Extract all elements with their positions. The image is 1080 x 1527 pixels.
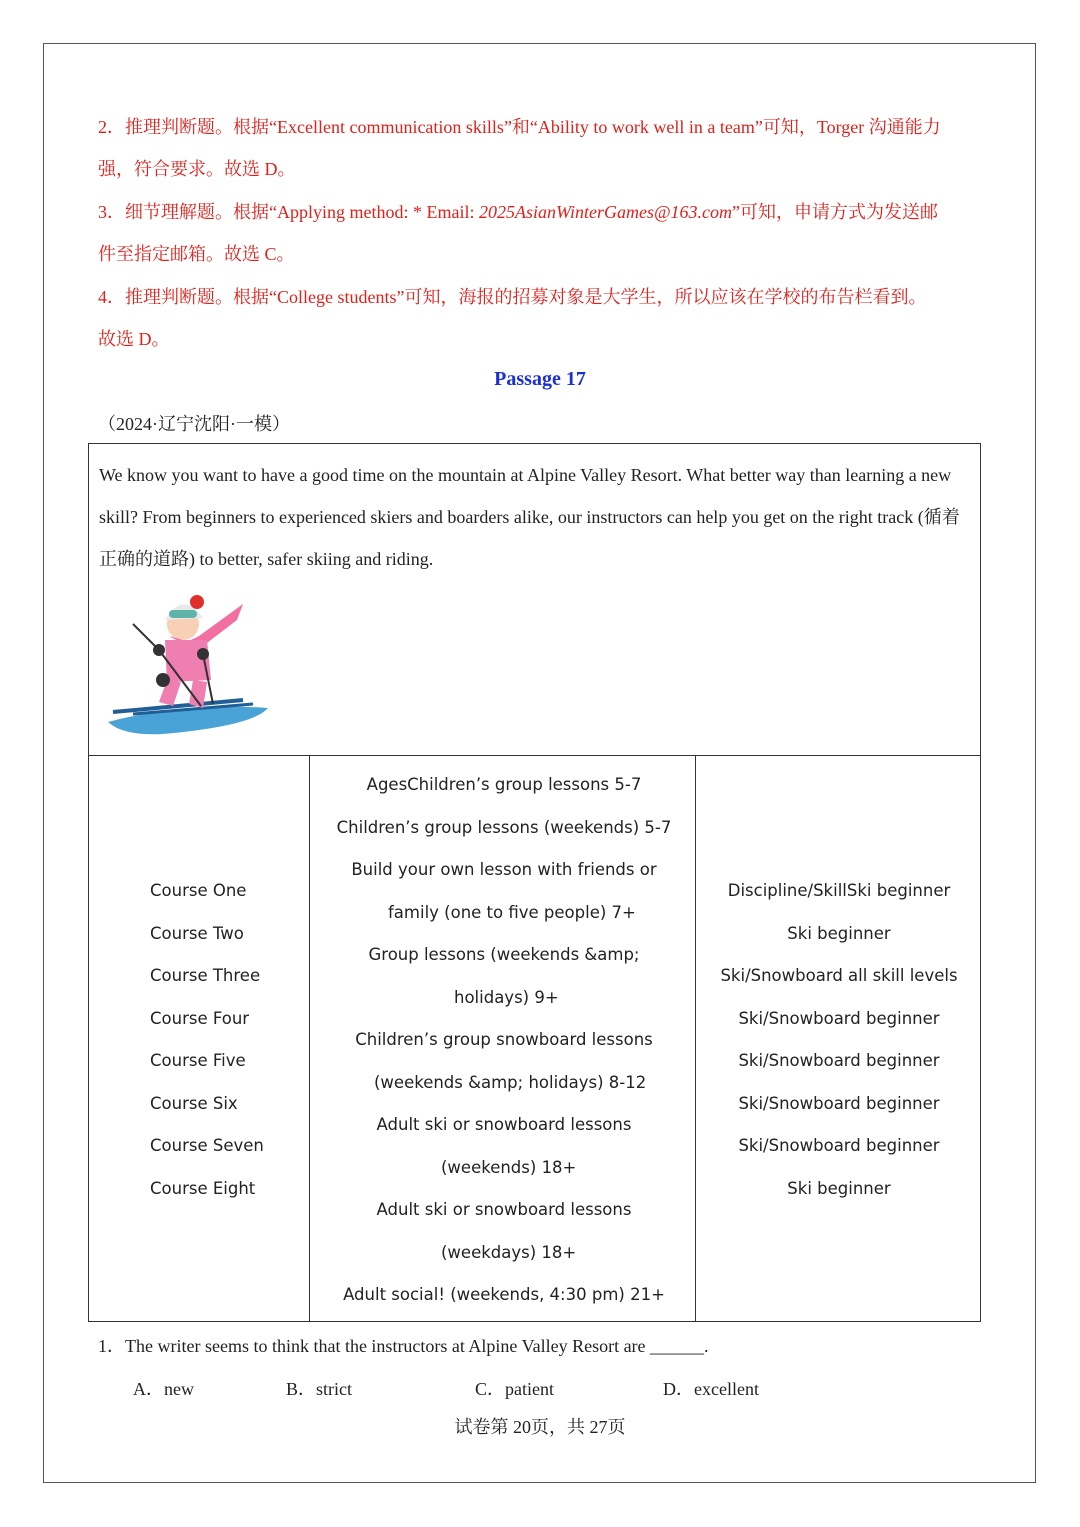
option-c: C．patient xyxy=(475,1379,554,1399)
passage-source: （2024·辽宁沈阳·一模） xyxy=(98,414,290,434)
ages-line: (weekdays) 18+ xyxy=(441,1242,577,1262)
option-d: D．excellent xyxy=(663,1379,759,1399)
discipline-cell: Ski/Snowboard beginner xyxy=(738,1051,940,1070)
ages-line: family (one to five people) 7+ xyxy=(388,902,636,922)
ages-line: Build your own lesson with friends or xyxy=(351,860,657,879)
ages-line: holidays) 9+ xyxy=(454,987,559,1007)
email-address: 2025AsianWinterGames@163.com xyxy=(478,202,733,222)
ages-line: Adult ski or snowboard lessons xyxy=(376,1200,632,1219)
discipline-cell: Ski/Snowboard beginner xyxy=(738,1136,940,1155)
table-top-border xyxy=(89,755,980,756)
discipline-cell: Ski beginner xyxy=(787,1178,891,1198)
course-cell: Course Five xyxy=(150,1051,246,1070)
course-cell: Course Eight xyxy=(150,1178,256,1198)
discipline-cell: Ski/Snowboard beginner xyxy=(738,1093,940,1113)
option-b: B．strict xyxy=(286,1379,352,1399)
courses-column xyxy=(150,870,264,1210)
discipline-cell: Ski/Snowboard beginner xyxy=(738,1008,940,1028)
discipline-cell: Discipline/SkillSki beginner xyxy=(727,881,951,900)
course-cell: Course Four xyxy=(150,1008,250,1028)
ages-line: Children’s group lessons (weekends) 5-7 xyxy=(336,817,672,837)
course-cell: Course One xyxy=(150,881,247,900)
course-cell: Course Six xyxy=(150,1093,238,1113)
page-footer: 试卷第 20页，共 27页 xyxy=(454,1417,626,1437)
course-cell: Course Three xyxy=(150,966,261,985)
answer-line-2: 2．推理判断题。根据“Excellent communication skills”和“Ability to work well in a team”可知，Torger 沟通能力 xyxy=(98,117,941,137)
question-stem: 1．The writer seems to think that the instructors at Alpine Valley Resort are ______. xyxy=(98,1336,709,1356)
ages-line: Children’s group snowboard lessons xyxy=(355,1030,653,1049)
ages-line: (weekends) 18+ xyxy=(441,1157,577,1177)
passage-intro: We know you want to have a good time on the mountain at Alpine Valley Resort. What better way than learning a new skill? From beginners to experienced skiers and boarders alike, our instructors can help you get on the right track (循着正确的道路) to better, safer skiing and riding. xyxy=(99,465,960,569)
discipline-cell: Ski beginner xyxy=(787,923,891,943)
answer-line-3 xyxy=(98,198,988,224)
ages-line: (weekends &amp; holidays) 8-12 xyxy=(374,1072,647,1092)
discipline-cell: Ski/Snowboard all skill levels xyxy=(720,966,958,985)
passage-box xyxy=(88,443,981,1322)
answer-line-3-cont: 件至指定邮箱。故选 C。 xyxy=(98,244,295,264)
option-a: A．new xyxy=(133,1379,194,1399)
column-divider-1 xyxy=(309,755,310,1321)
answer-line-3-pre: 3．细节理解题。根据“Applying method: * Email: xyxy=(98,202,479,222)
ages-line: Adult ski or snowboard lessons xyxy=(376,1115,632,1134)
answer-line-2-cont: 强，符合要求。故选 D。 xyxy=(98,159,296,179)
skier-illustration xyxy=(103,584,273,744)
ages-line: Adult social! (weekends, 4:30 pm) 21+ xyxy=(343,1285,665,1304)
ages-column xyxy=(311,764,697,1317)
passage-title: Passage 17 xyxy=(494,368,586,390)
ages-line: Group lessons (weekends &amp; xyxy=(368,945,640,964)
answer-line-4: 4．推理判断题。根据“College students”可知，海报的招募对象是大学生，所以应该在学校的布告栏看到。 xyxy=(98,287,927,307)
ages-line: AgesChildren’s group lessons 5-7 xyxy=(366,775,642,794)
discipline-column xyxy=(696,870,982,1210)
course-cell: Course Seven xyxy=(150,1136,264,1155)
answer-line-4-cont: 故选 D。 xyxy=(98,329,170,349)
answer-line-3-post: ”可知，申请方式为发送邮 xyxy=(732,202,939,222)
course-cell: Course Two xyxy=(150,923,244,943)
